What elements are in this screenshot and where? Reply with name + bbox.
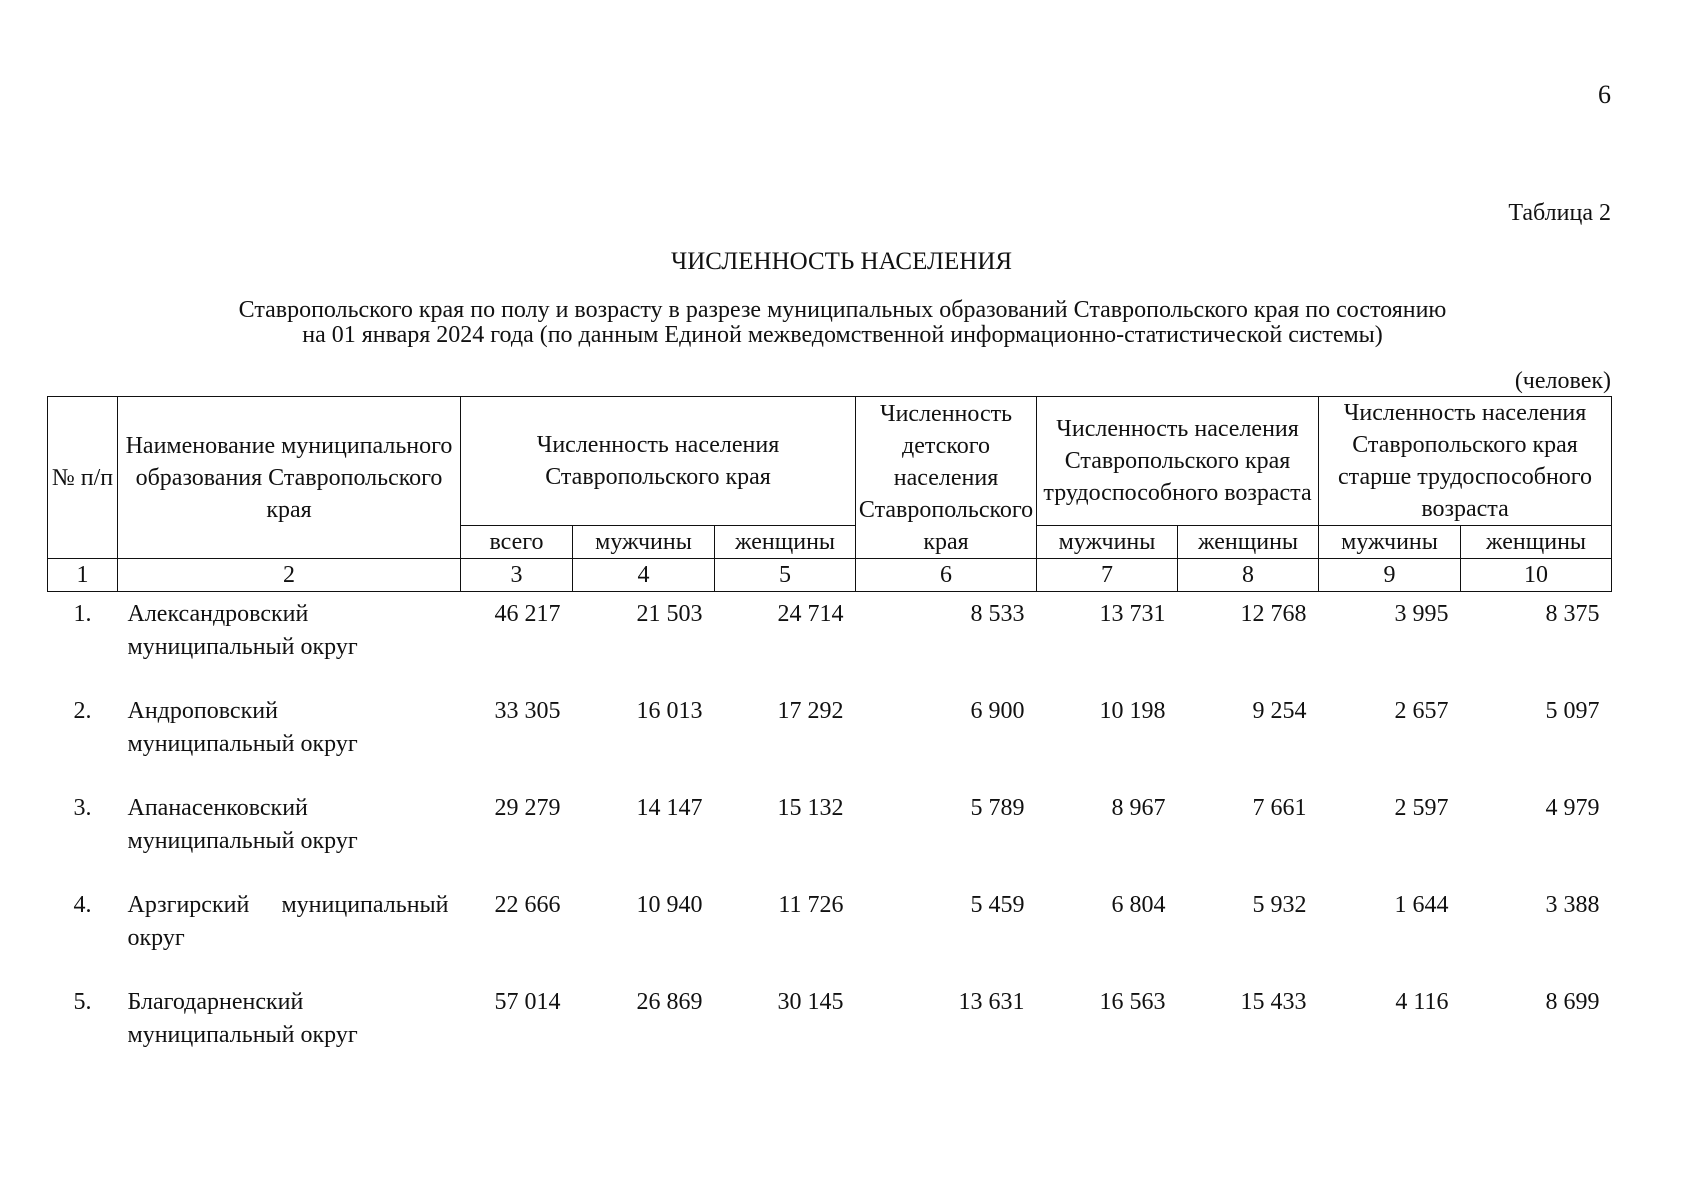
column-number: 4 [573,559,715,592]
cell-children: 8 533 [970,601,1025,627]
header-men: мужчины [1319,526,1461,559]
column-number: 7 [1037,559,1178,592]
municipality-name: Благодарненский муниципальный округ [127,989,358,1048]
header-children: Численность детского населения Ставропольского края [856,397,1037,559]
column-number: 10 [1461,559,1612,592]
cell-older-women: 3 388 [1545,892,1600,918]
header-total: всего [461,526,573,559]
cell-total: 46 217 [494,601,561,627]
column-number: 1 [48,559,118,592]
column-number: 9 [1319,559,1461,592]
table-row [48,980,1612,1077]
cell-men: 26 869 [636,989,703,1015]
row-number: 1. [73,601,92,627]
cell-older-women: 8 375 [1545,601,1600,627]
header-women: женщины [1178,526,1319,559]
cell-working-men: 16 563 [1099,989,1166,1015]
cell-older-men: 2 597 [1394,795,1449,821]
cell-working-women: 12 768 [1240,601,1307,627]
cell-total: 57 014 [494,989,561,1015]
cell-women: 30 145 [777,989,844,1015]
cell-working-men: 8 967 [1111,795,1166,821]
header-num: № п/п [48,397,118,559]
document-subtitle [110,298,1575,348]
cell-older-men: 3 995 [1394,601,1449,627]
cell-children: 5 459 [970,892,1025,918]
header-name: Наименование муниципального образования Ставропольского края [118,397,461,559]
cell-working-men: 10 198 [1099,698,1166,724]
cell-men: 16 013 [636,698,703,724]
page-number: 6 [1598,80,1611,109]
cell-children: 6 900 [970,698,1025,724]
cell-total: 22 666 [494,892,561,918]
cell-older-women: 4 979 [1545,795,1600,821]
header-population: Численность населения Ставропольского края [461,397,856,526]
table-row [48,592,1612,690]
table-row [48,883,1612,980]
document-title: ЧИСЛЕННОСТЬ НАСЕЛЕНИЯ [670,248,1013,275]
cell-men: 14 147 [636,795,703,821]
row-number: 4. [73,892,92,918]
column-number-row [48,559,1612,592]
unit-label: (человек) [1514,368,1611,394]
population-table [47,396,1612,1077]
cell-working-women: 7 661 [1252,795,1307,821]
cell-men: 10 940 [636,892,703,918]
cell-working-men: 13 731 [1099,601,1166,627]
cell-working-men: 6 804 [1111,892,1166,918]
header-women: женщины [715,526,856,559]
header-older: Численность населения Ставропольского края старше трудоспособного возраста [1319,397,1612,526]
cell-older-men: 4 116 [1395,989,1449,1015]
cell-older-men: 1 644 [1394,892,1449,918]
header-men: мужчины [573,526,715,559]
header-women: женщины [1461,526,1612,559]
cell-total: 33 305 [494,698,561,724]
municipality-name: Арзгирский муниципальный округ [127,892,449,951]
row-number: 2. [73,698,92,724]
cell-older-women: 8 699 [1545,989,1600,1015]
column-number: 6 [856,559,1037,592]
column-number: 3 [461,559,573,592]
cell-children: 5 789 [970,795,1025,821]
cell-women: 24 714 [777,601,844,627]
cell-working-women: 5 932 [1252,892,1307,918]
cell-women: 15 132 [777,795,844,821]
table-row [48,689,1612,786]
header-working-age: Численность населения Ставропольского края трудоспособного возраста [1037,397,1319,526]
subtitle-line: на 01 января 2024 года (по данным Единой межведомственной информационно-статистической системы) [302,322,1383,348]
row-number: 5. [73,989,92,1015]
column-number: 2 [118,559,461,592]
cell-total: 29 279 [494,795,561,821]
municipality-name: Андроповский муниципальный округ [127,698,358,757]
table-row [48,786,1612,883]
municipality-name: Александровский муниципальный округ [127,601,358,660]
cell-women: 17 292 [777,698,844,724]
cell-children: 13 631 [958,989,1025,1015]
cell-women: 11 726 [778,892,844,918]
subtitle-line: Ставропольского края по полу и возрасту в разрезе муниципальных образований Ставропольского края по состоянию [238,297,1447,323]
municipality-name: Апанасенковский муниципальный округ [127,795,358,854]
column-number: 5 [715,559,856,592]
cell-older-men: 2 657 [1394,698,1449,724]
row-number: 3. [73,795,92,821]
cell-working-women: 15 433 [1240,989,1307,1015]
header-men: мужчины [1037,526,1178,559]
cell-older-women: 5 097 [1545,698,1600,724]
table-label: Таблица 2 [1508,200,1611,226]
cell-men: 21 503 [636,601,703,627]
cell-working-women: 9 254 [1252,698,1307,724]
column-number: 8 [1178,559,1319,592]
